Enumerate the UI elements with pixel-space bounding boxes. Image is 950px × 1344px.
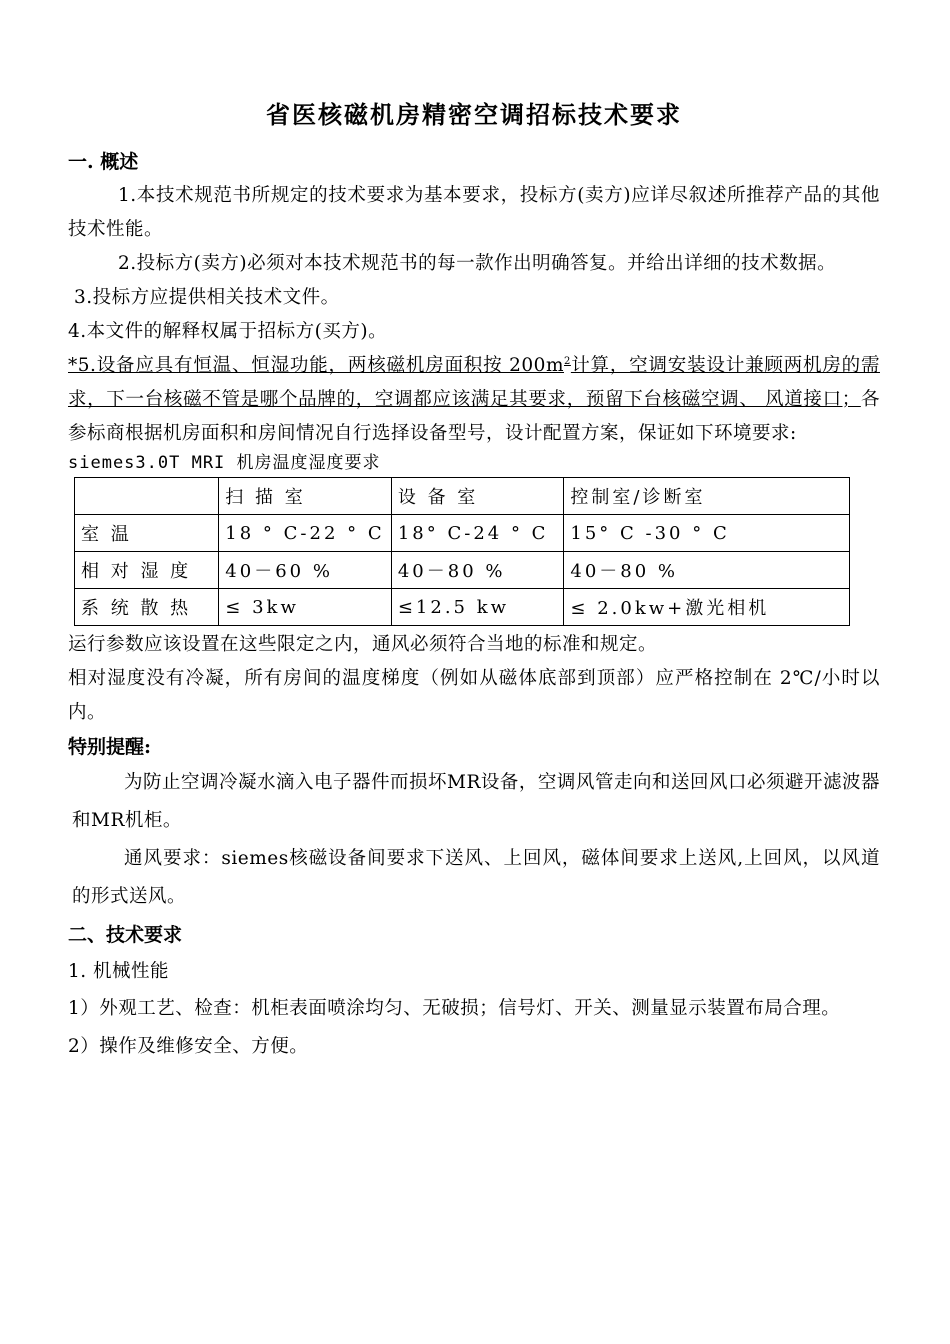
table-cell: ≤12.5 kw xyxy=(391,589,564,626)
table-cell: 40－80 % xyxy=(564,552,850,589)
subsection-mechanical: 1. 机械性能 xyxy=(68,961,170,982)
list-item: 2）操作及维修安全、方便。 xyxy=(68,1036,309,1057)
table-cell: 18 ° C-22 ° C xyxy=(219,515,392,552)
table-cell: 18° C-24 ° C xyxy=(391,515,564,552)
table-cell: ≤ 3kw xyxy=(219,589,392,626)
table-header-cell xyxy=(75,478,219,515)
environment-table xyxy=(74,477,850,626)
table-cell: 系 统 散 热 xyxy=(75,589,219,626)
table-caption: siemes3.0T MRI 机房温度湿度要求 xyxy=(68,453,381,473)
paragraph-6: 运行参数应该设置在这些限定之内，通风必须符合当地的标准和规定。 xyxy=(68,634,658,655)
paragraph-7: 相对湿度没有冷凝，所有房间的温度梯度（例如从磁体底部到顶部）应严格控制在 2℃/小时以内。 xyxy=(68,668,880,723)
section-heading-overview: 一. 概述 xyxy=(68,151,139,173)
paragraph-5-underlined-a: *5.设备应具有恒温、恒湿功能，两核磁机房面积按 200m xyxy=(68,355,564,376)
table-header-row xyxy=(75,478,850,515)
table-header-cell: 扫 描 室 xyxy=(219,478,392,515)
paragraph-1: 1.本技术规范书所规定的技术要求为基本要求，投标方(卖方)应详尽叙述所推荐产品的其他技术性能。 xyxy=(68,185,880,240)
table-cell: 15° C -30 ° C xyxy=(564,515,850,552)
table-cell: 室 温 xyxy=(75,515,219,552)
table-header-cell: 设 备 室 xyxy=(391,478,564,515)
document-page xyxy=(68,95,880,1066)
table-cell: 40－60 % xyxy=(219,552,392,589)
paragraph-9: 通风要求：siemes核磁设备间要求下送风、上回风，磁体间要求上送风,上回风，以风道的形式送风。 xyxy=(72,848,880,907)
table-row xyxy=(75,589,850,626)
superscript-2: 2 xyxy=(564,355,571,367)
table-header-cell: 控制室/诊断室 xyxy=(564,478,850,515)
paragraph-5 xyxy=(68,349,880,451)
paragraph-4: 4.本文件的解释权属于招标方(买方)。 xyxy=(68,321,388,342)
table-cell: ≤ 2.0kw+激光相机 xyxy=(564,589,850,626)
table-cell: 40－80 % xyxy=(391,552,564,589)
paragraph-5-underlined-b: 计算，空调安装设计兼顾两机房的需求，下一台核磁不管是哪个品牌的，空调都应该满足其要求，预留下台核磁空调、 风道接口； xyxy=(68,355,880,410)
table-row xyxy=(75,552,850,589)
special-reminder-heading: 特别提醒: xyxy=(68,736,152,758)
table-row xyxy=(75,515,850,552)
list-item: 1）外观工艺、检查：机柜表面喷涂均匀、无破损；信号灯、开关、测量显示装置布局合理。 xyxy=(68,998,841,1019)
paragraph-5-rest: 各参标商根据机房面积和房间情况自行选择设备型号，设计配置方案，保证如下环境要求: xyxy=(68,389,880,444)
paragraph-3: 3.投标方应提供相关技术文件。 xyxy=(74,287,340,308)
section-heading-technical: 二、技术要求 xyxy=(68,924,183,946)
document-title: 省医核磁机房精密空调招标技术要求 xyxy=(266,100,682,129)
paragraph-8: 为防止空调冷凝水滴入电子器件而损坏MR设备，空调风管走向和送回风口必须避开滤波器和MR机柜。 xyxy=(72,772,880,831)
table-cell: 相 对 湿 度 xyxy=(75,552,219,589)
paragraph-2: 2.投标方(卖方)必须对本技术规范书的每一款作出明确答复。并给出详细的技术数据。 xyxy=(118,253,837,274)
